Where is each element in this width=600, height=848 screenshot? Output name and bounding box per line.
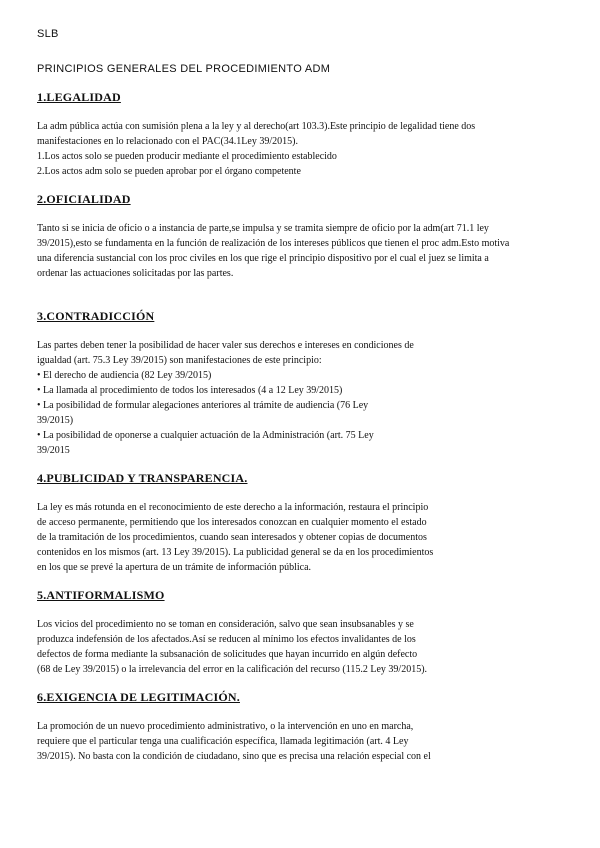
text-line: manifestaciones en lo relacionado con el PAC(34.1Ley 39/2015). — [37, 136, 298, 147]
section-body-oficialidad — [37, 221, 562, 281]
section-body-legitimacion — [37, 719, 557, 764]
section-body-antiformalismo — [37, 617, 557, 677]
text-line: Los vicios del procedimiento no se toman en consideración, salvo que sean insubsanables y se — [37, 619, 414, 630]
section-heading-contradiccion: 3.CONTRADICCIÓN — [37, 309, 155, 323]
text-line: defectos de forma mediante la subsanación de solicitudes que hayan incurrido en algún defecto — [37, 649, 418, 660]
text-line: 39/2015),esto se fundamenta en la función de realización de los intereses públicos que tienen el proc adm.Esto motiva — [37, 238, 510, 249]
section-heading-legitimacion: 6.EXIGENCIA DE LEGITIMACIÓN. — [37, 690, 240, 704]
section-body-legalidad — [37, 119, 557, 179]
list-item: • La posibilidad de oponerse a cualquier actuación de la Administración (art. 75 Ley — [37, 430, 374, 441]
text-line: Tanto si se inicia de oficio o a instancia de parte,se impulsa y se tramita siempre de oficio por la adm(art 71.1 ley — [37, 223, 489, 234]
section-body-publicidad — [37, 500, 557, 575]
section-heading-legalidad: 1.LEGALIDAD — [37, 90, 121, 104]
text-line: de acceso permanente, permitiendo que los interesados conozcan en cualquier momento el estado — [37, 517, 427, 528]
text-line: La ley es más rotunda en el reconocimiento de este derecho a la información, restaura el principio — [37, 502, 429, 513]
section-heading-publicidad: 4.PUBLICIDAD Y TRANSPARENCIA. — [37, 471, 248, 485]
text-line: 39/2015) — [37, 415, 74, 426]
text-line: produzca indefensión de los afectados.Así se reducen al mínimo los efectos invalidantes de los — [37, 634, 416, 645]
list-item: • La llamada al procedimiento de todos los interesados (4 a 12 Ley 39/2015) — [37, 385, 343, 396]
text-line: 1.Los actos solo se pueden producir mediante el procedimiento establecido — [37, 151, 337, 162]
text-line: La promoción de un nuevo procedimiento administrativo, o la intervención en uno en marcha, — [37, 721, 414, 732]
section-body-contradiccion — [37, 338, 557, 458]
list-item: • La posibilidad de formular alegaciones anteriores al trámite de audiencia (76 Ley — [37, 400, 369, 411]
section-heading-oficialidad: 2.OFICIALIDAD — [37, 192, 131, 206]
text-line: requiere que el particular tenga una cualificación específica, llamada legitimación (art. 4 Ley — [37, 736, 409, 747]
text-line: 39/2015 — [37, 445, 70, 456]
document-initials: SLB — [37, 28, 59, 40]
section-heading-antiformalismo: 5.ANTIFORMALISMO — [37, 588, 165, 602]
text-line: en los que se prevé la apertura de un trámite de información pública. — [37, 562, 312, 573]
text-line: La adm pública actúa con sumisión plena a la ley y al derecho(art 103.3).Este principio de legalidad tiene dos — [37, 121, 476, 132]
text-line: contenidos en los mismos (art. 13 Ley 39/2015). La publicidad general se da en los procedimientos — [37, 547, 434, 558]
document-title: PRINCIPIOS GENERALES DEL PROCEDIMIENTO ADM — [37, 63, 331, 75]
text-line: Las partes deben tener la posibilidad de hacer valer sus derechos e intereses en condiciones de — [37, 340, 414, 351]
text-line: igualdad (art. 75.3 Ley 39/2015) son manifestaciones de este principio: — [37, 355, 322, 366]
text-line: (68 de Ley 39/2015) o la irrelevancia del error en la calificación del recurso (115.2 Ley 39/2015). — [37, 664, 428, 675]
text-line: una diferencia sustancial con los proc civiles en los que rige el principio dispositivo por el cual el juez se limita a — [37, 253, 489, 264]
text-line: 2.Los actos adm solo se pueden aprobar por el órgano competente — [37, 166, 301, 177]
list-item: • El derecho de audiencia (82 Ley 39/2015) — [37, 370, 212, 381]
text-line: ordenar las actuaciones solicitadas por las partes. — [37, 268, 234, 279]
text-line: de la tramitación de los procedimientos, cuando sean interesados y obtener copias de documentos — [37, 532, 427, 543]
text-line: 39/2015). No basta con la condición de ciudadano, sino que es precisa una relación especial con el — [37, 751, 431, 762]
